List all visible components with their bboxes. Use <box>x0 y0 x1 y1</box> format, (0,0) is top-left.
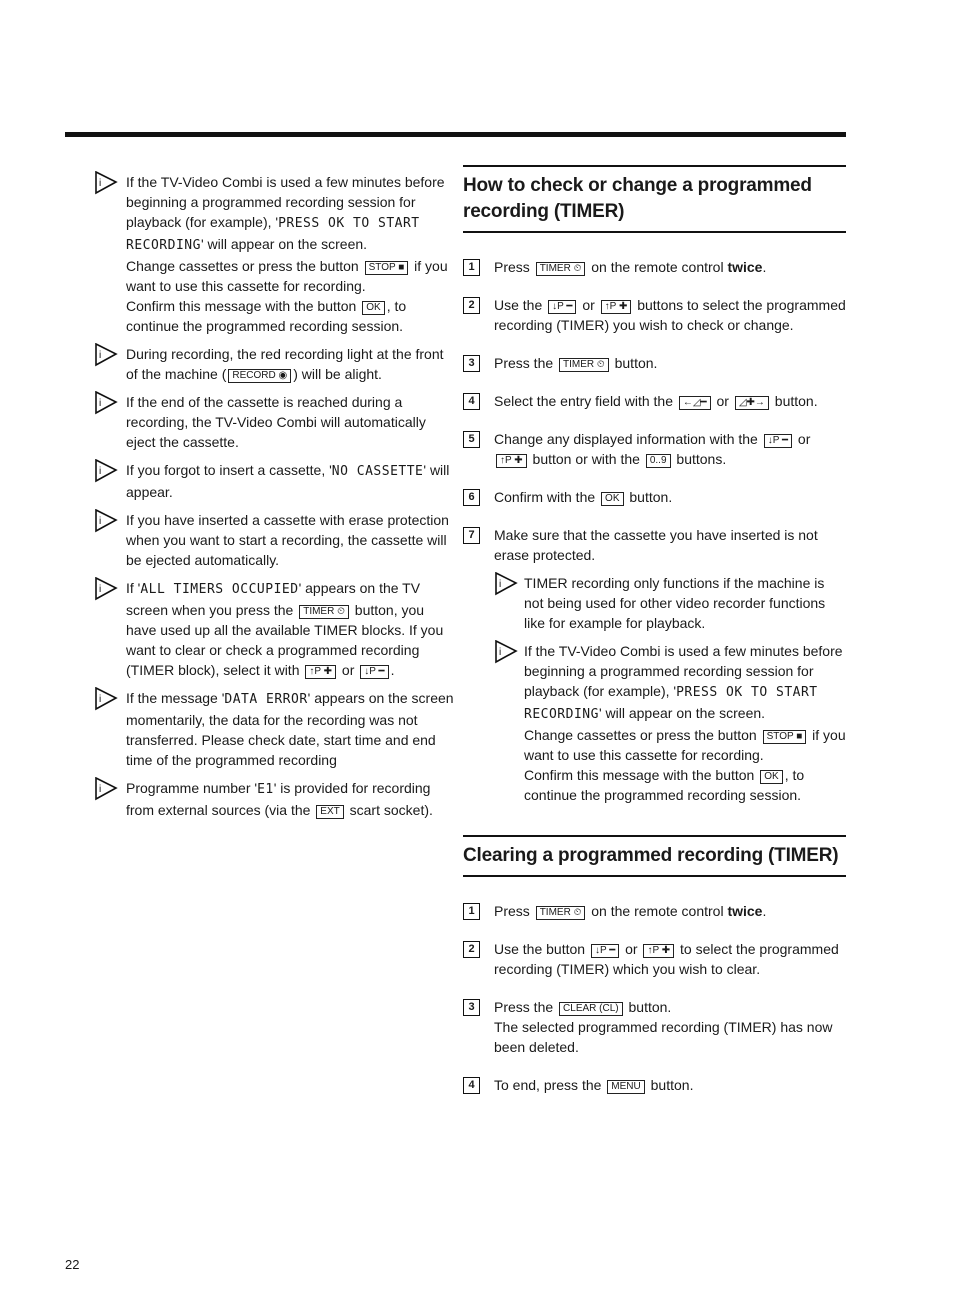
step-text <box>494 295 846 335</box>
button-key-label: EXT <box>316 805 343 819</box>
info-note-icon <box>94 777 118 801</box>
screen-message: PRESS OK TO START RECORDING <box>524 685 818 722</box>
button-key-label: ←◿━ <box>679 396 711 410</box>
info-note <box>94 460 454 502</box>
emphasis: twice <box>727 903 763 919</box>
screen-message: ALL TIMERS OCCUPIED <box>140 582 299 597</box>
screen-message: NO CASSETTE <box>331 464 424 479</box>
button-key-label: ↑P ✚ <box>305 665 336 679</box>
info-note-icon <box>94 459 118 483</box>
text-run: button. <box>624 999 672 1015</box>
text-run: Press the <box>494 355 558 371</box>
note-text <box>524 725 846 765</box>
step-number: 4 <box>463 393 480 410</box>
text-run: buttons to select the programmed recording (TIMER) you wish to check or change. <box>494 297 846 333</box>
text-run: Select the entry field with the <box>494 393 677 409</box>
text-run: Change any displayed information with the <box>494 431 762 447</box>
step-text <box>494 525 846 565</box>
text-run: button. <box>625 489 673 505</box>
text-run: If the end of the cassette is reached during a recording, the TV-Video Combi will automatically eject the cassette. <box>126 394 426 450</box>
page-number: 22 <box>65 1257 80 1272</box>
step-text <box>494 257 846 277</box>
button-key-label: TIMER ⏲ <box>559 358 609 372</box>
text-run: The selected programmed recording (TIMER) has now been deleted. <box>494 1019 833 1055</box>
step-number: 2 <box>463 941 480 958</box>
button-key-label: TIMER ⏲ <box>536 262 586 276</box>
text-run: button. <box>646 1077 694 1093</box>
text-run: ' appears on the TV screen when you press the <box>126 580 421 618</box>
text-run: Press <box>494 903 534 919</box>
text-run: ' will appear on the screen. <box>200 236 368 252</box>
section-header-check-change <box>463 165 846 233</box>
button-key-label: OK <box>601 492 623 506</box>
text-run: to select the programmed recording (TIMER) which you wish to clear. <box>494 941 839 977</box>
svg-text:i: i <box>499 579 502 590</box>
text-run: Change cassettes or press the button <box>524 727 761 743</box>
info-note <box>94 578 454 680</box>
step-number: 1 <box>463 259 480 276</box>
note-text <box>126 296 454 336</box>
step-number: 2 <box>463 297 480 314</box>
note-text <box>126 256 454 296</box>
note-text <box>126 344 454 384</box>
text-run: if you want to use this cassette for recording. <box>524 727 846 763</box>
step-item <box>463 939 846 979</box>
text-run: or <box>578 297 599 313</box>
text-run: If ' <box>126 580 141 596</box>
steps-list <box>463 901 846 1095</box>
step-number: 1 <box>463 903 480 920</box>
step-number: 6 <box>463 489 480 506</box>
text-run: . <box>762 903 767 919</box>
text-run: scart socket). <box>345 802 433 818</box>
text-run: button or with the <box>528 451 644 467</box>
step-item <box>463 257 846 277</box>
button-key-label: STOP ■ <box>365 261 409 275</box>
button-key-label: ↑P ✚ <box>601 300 632 314</box>
step-text <box>494 353 846 373</box>
text-run: or <box>338 662 359 678</box>
info-note <box>94 510 454 570</box>
svg-text:i: i <box>99 466 102 477</box>
section-header-clearing <box>463 835 846 877</box>
text-run: or <box>794 431 811 447</box>
text-run: If the TV-Video Combi is used a few minutes before beginning a programmed recording session for playback (for example), ' <box>524 643 843 699</box>
note-text <box>126 392 454 452</box>
info-note-icon <box>494 640 518 664</box>
note-text <box>126 688 454 770</box>
info-note <box>94 392 454 452</box>
info-note-icon <box>94 687 118 711</box>
info-note <box>494 573 846 633</box>
step-item <box>463 525 846 805</box>
info-note-icon <box>494 572 518 596</box>
text-run: Make sure that the cassette you have inserted is not erase protected. <box>494 527 818 563</box>
text-run: Confirm this message with the button <box>126 298 361 314</box>
step-text <box>494 487 846 507</box>
text-run: on the remote control <box>587 903 728 919</box>
button-key-label: ◿✚→ <box>735 396 769 410</box>
svg-text:i: i <box>99 398 102 409</box>
top-rule <box>65 132 846 137</box>
text-run: Confirm with the <box>494 489 600 505</box>
steps-list <box>463 257 846 805</box>
text-run: To end, press the <box>494 1077 606 1093</box>
step-item <box>463 429 846 469</box>
note-text <box>126 578 454 680</box>
text-run: on the remote control <box>587 259 728 275</box>
text-run: If you have inserted a cassette with erase protection when you want to start a recording, the cassette will be ejected automatically. <box>126 512 449 568</box>
note-text <box>524 765 846 805</box>
text-run: or <box>621 941 642 957</box>
info-note <box>94 688 454 770</box>
button-key-label: 0..9 <box>646 454 671 468</box>
step-number: 4 <box>463 1077 480 1094</box>
text-run: If you forgot to insert a cassette, ' <box>126 462 332 478</box>
step-item <box>463 295 846 335</box>
svg-text:i: i <box>99 584 102 595</box>
step-number: 5 <box>463 431 480 448</box>
svg-text:i: i <box>99 516 102 527</box>
text-run: If the TV-Video Combi is used a few minutes before beginning a programmed recording session for playback (for example), ' <box>126 174 445 230</box>
info-note-icon <box>94 391 118 415</box>
note-text <box>126 460 454 502</box>
text-run: Press <box>494 259 534 275</box>
screen-message: E1 <box>257 782 274 797</box>
button-key-label: ↓P ━ <box>591 944 619 958</box>
button-key-label: ↑P ✚ <box>496 454 527 468</box>
info-note <box>94 172 454 336</box>
button-key-label: TIMER ⏲ <box>299 605 349 619</box>
step-number: 3 <box>463 999 480 1016</box>
info-note-icon <box>94 343 118 367</box>
svg-text:i: i <box>99 694 102 705</box>
note-text <box>126 172 454 256</box>
text-run: ' will appear on the screen. <box>598 705 766 721</box>
left-notes-column <box>94 172 454 828</box>
text-run: Press the <box>494 999 558 1015</box>
button-key-label: ↑P ✚ <box>643 944 674 958</box>
info-note <box>94 344 454 384</box>
info-note-icon <box>94 171 118 195</box>
text-run: Change cassettes or press the button <box>126 258 363 274</box>
button-key-label: CLEAR (CL) <box>559 1002 623 1016</box>
button-key-label: ↓P ━ <box>548 300 576 314</box>
text-run: During recording, the red recording light at the front of the machine ( <box>126 346 444 382</box>
button-key-label: TIMER ⏲ <box>536 906 586 920</box>
text-run: button, you have used up all the available TIMER blocks. If you want to clear or check a programmed recording (TIMER block), select it with <box>126 602 444 678</box>
step-text <box>494 429 846 469</box>
text-run: . <box>762 259 767 275</box>
step-number: 3 <box>463 355 480 372</box>
svg-text:i: i <box>99 784 102 795</box>
text-run: ' will appear. <box>126 462 450 500</box>
note-text <box>524 573 846 633</box>
svg-text:i: i <box>499 647 502 658</box>
text-run: if you want to use this cassette for recording. <box>126 258 448 294</box>
info-note-icon <box>94 577 118 601</box>
svg-text:i: i <box>99 350 102 361</box>
text-run: . <box>390 662 395 678</box>
screen-message: DATA ERROR <box>224 692 308 707</box>
text-run: Programme number ' <box>126 780 258 796</box>
text-run: If the message ' <box>126 690 225 706</box>
section-clearing <box>463 835 846 1095</box>
step-text <box>494 997 846 1017</box>
button-key-label: MENU <box>607 1080 644 1094</box>
step-text <box>494 1075 846 1095</box>
step-item <box>463 997 846 1057</box>
button-key-label: ↓P ━ <box>360 665 388 679</box>
button-key-label: RECORD ◉ <box>228 369 291 383</box>
step-item <box>463 487 846 507</box>
screen-message: PRESS OK TO START RECORDING <box>126 216 420 253</box>
text-run: , to continue the programmed recording session. <box>126 298 407 334</box>
step-text <box>494 901 846 921</box>
step-item <box>463 391 846 411</box>
button-key-label: OK <box>362 301 384 315</box>
text-run: , to continue the programmed recording session. <box>524 767 805 803</box>
text-run: ' is provided for recording from external sources (via the <box>126 780 431 818</box>
step-text <box>494 1017 846 1057</box>
text-run: button. <box>770 393 818 409</box>
right-column <box>463 165 846 1113</box>
step-text <box>494 391 846 411</box>
button-key-label: ↓P ━ <box>764 434 792 448</box>
text-run: Confirm this message with the button <box>524 767 759 783</box>
text-run: buttons. <box>672 451 727 467</box>
note-text <box>524 641 846 725</box>
emphasis: twice <box>727 259 763 275</box>
step-item <box>463 353 846 373</box>
section-title: How to check or change a programmed recording (TIMER) <box>463 175 812 222</box>
svg-text:i: i <box>99 178 102 189</box>
text-run: Use the button <box>494 941 589 957</box>
button-key-label: OK <box>760 770 782 784</box>
info-note <box>494 641 846 805</box>
step-item <box>463 901 846 921</box>
info-note-icon <box>94 509 118 533</box>
text-run: button. <box>610 355 658 371</box>
text-run: TIMER recording only functions if the machine is not being used for other video recorder functions like for example for playback. <box>524 575 826 631</box>
info-note <box>94 778 454 820</box>
text-run: ' appears on the screen momentarily, the data for the recording was not transferred. Please check date, start time and end time of the programmed recording <box>126 690 454 768</box>
section-title: Clearing a programmed recording (TIMER) <box>463 845 839 866</box>
text-run: ) will be alight. <box>293 366 382 382</box>
step-text <box>494 939 846 979</box>
note-text <box>126 510 454 570</box>
button-key-label: STOP ■ <box>763 730 807 744</box>
text-run: Use the <box>494 297 547 313</box>
text-run: or <box>712 393 733 409</box>
step-number: 7 <box>463 527 480 544</box>
step-item <box>463 1075 846 1095</box>
note-text <box>126 778 454 820</box>
